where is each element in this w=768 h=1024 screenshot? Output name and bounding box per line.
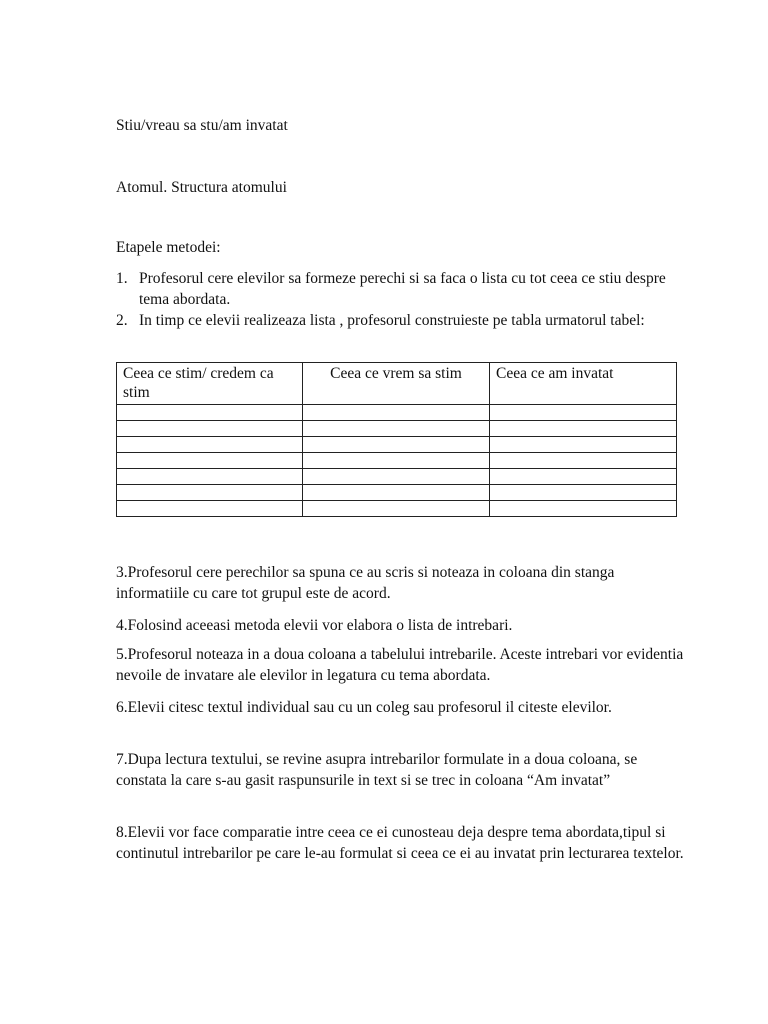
table-cell[interactable] [490,485,677,501]
table-cell[interactable] [303,485,490,501]
table-cell[interactable] [490,453,677,469]
table-cell[interactable] [117,421,303,437]
table-row [117,501,677,517]
step-paragraph-8: 8.Elevii vor face comparatie intre ceea ce ei cunosteau deja despre tema abordata,tipul si continutul intrebarilor pe care le-au formulat si ceea ce ei au invatat prin lecturarea textelor. [116,824,684,862]
table-header-learned: Ceea ce am invatat [490,363,677,405]
table-body [117,405,677,517]
table-row [117,485,677,501]
list-item-number: 1. [116,270,128,287]
table-cell[interactable] [117,485,303,501]
table-cell[interactable] [303,437,490,453]
table-cell[interactable] [490,421,677,437]
table-cell[interactable] [117,469,303,485]
steps-list [116,268,676,331]
table-cell[interactable] [490,437,677,453]
table-cell[interactable] [117,405,303,421]
table-header-want: Ceea ce vrem sa stim [303,363,490,405]
table-header-know: Ceea ce stim/ credem ca stim [117,363,303,405]
table-cell[interactable] [303,421,490,437]
list-item [116,310,676,331]
table-row [117,405,677,421]
table-row [117,469,677,485]
table-cell[interactable] [490,501,677,517]
table-cell[interactable] [117,453,303,469]
step-paragraph-3: 3.Profesorul cere perechilor sa spuna ce au scris si noteaza in coloana din stanga informatiile cu care tot grupul este de acord. [116,564,615,602]
step-paragraph-4: 4.Folosind aceeasi metoda elevii vor elabora o lista de intrebari. [116,617,513,634]
kwl-table [116,362,677,517]
method-heading: Stiu/vreau sa stu/am invatat [116,117,288,134]
table-cell[interactable] [117,437,303,453]
step-paragraph-5: 5.Profesorul noteaza in a doua coloana a tabelului intrebarile. Aceste intrebari vor evidentia nevoile de invatare ale elevilor in legatura cu tema abordata. [116,646,684,684]
list-item-number: 2. [116,312,128,329]
list-item-text: In timp ce elevii realizeaza lista , profesorul construieste pe tabla urmatorul tabel: [139,312,645,329]
table-row [117,453,677,469]
step-paragraph-6: 6.Elevii citesc textul individual sau cu un coleg sau profesorul il citeste elevilor. [116,699,612,716]
table-cell[interactable] [303,405,490,421]
table-cell[interactable] [490,469,677,485]
table-cell[interactable] [490,405,677,421]
table-cell[interactable] [303,469,490,485]
table-row [117,437,677,453]
list-item [116,268,676,310]
table-cell[interactable] [117,501,303,517]
list-item-text: Profesorul cere elevilor sa formeze perechi si sa faca o lista cu tot ceea ce stiu despre tema abordata. [139,270,666,308]
table-row [117,421,677,437]
steps-heading: Etapele metodei: [116,239,221,256]
topic-heading: Atomul. Structura atomului [116,179,287,196]
table-cell[interactable] [303,501,490,517]
table-header-row [117,363,677,405]
step-paragraph-7: 7.Dupa lectura textului, se revine asupra intrebarilor formulate in a doua coloana, se constata la care s-au gasit raspunsurile in text si se trec in coloana “Am invatat” [116,751,638,789]
table-cell[interactable] [303,453,490,469]
